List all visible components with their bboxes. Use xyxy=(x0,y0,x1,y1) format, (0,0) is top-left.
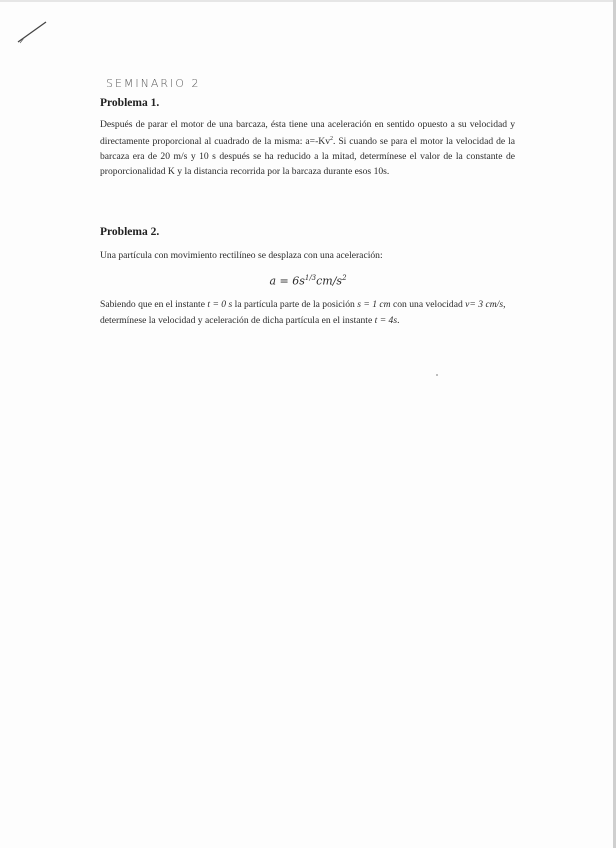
pen-mark-icon xyxy=(14,18,54,48)
page-top-edge xyxy=(0,0,616,2)
problem-1-title: Problema 1. xyxy=(100,97,160,109)
acceleration-formula xyxy=(0,274,616,288)
formula-unit-exponent: 2 xyxy=(342,274,347,282)
text-part: . xyxy=(397,314,400,326)
text-part-italic: v= 3 cm/s xyxy=(465,299,504,310)
problem-1-text-part: Después de parar el motor de una barcaza, ésta tiene una aceleración en sentido opuesto a su velocidad y directamente proporcional al cuadrado de la misma: a=-Kv xyxy=(100,119,515,148)
handwritten-header: SEMINARIO 2 xyxy=(106,77,201,90)
exponent: 2 xyxy=(330,136,333,142)
problem-2-intro: Una partícula con movimiento rectilíneo se desplaza con una aceleración: xyxy=(100,250,383,261)
problem-2-text xyxy=(100,297,520,328)
text-part: la partícula parte de la posición xyxy=(232,299,358,310)
text-part: , determínese la velocidad y aceleración de dicha partícula en el instante xyxy=(100,299,506,326)
problem-2-title: Problema 2. xyxy=(100,226,160,238)
text-part: Sabiendo que en el instante xyxy=(100,299,208,310)
text-part-italic: t = 0 s xyxy=(207,299,233,310)
formula-base: a = 6s xyxy=(269,274,305,288)
text-part: con una velocidad xyxy=(390,299,466,310)
text-part-italic: s = 1 cm xyxy=(357,299,391,310)
formula-unit: cm/s xyxy=(316,274,343,288)
scan-speck xyxy=(436,374,438,376)
formula-exponent: 1/3 xyxy=(304,274,317,282)
text-part-italic: t = 4s xyxy=(374,314,398,326)
problem-1-text xyxy=(100,117,515,179)
problem-1-text-part: . Si cuando se para el motor la velocidad de la barcaza era de 20 m/s y 10 s después se ha reducido a la mitad, determínese el valor de la constante de proporcionalidad K y la distancia recorrida por la barcaza durante esos 10s. xyxy=(100,136,515,178)
